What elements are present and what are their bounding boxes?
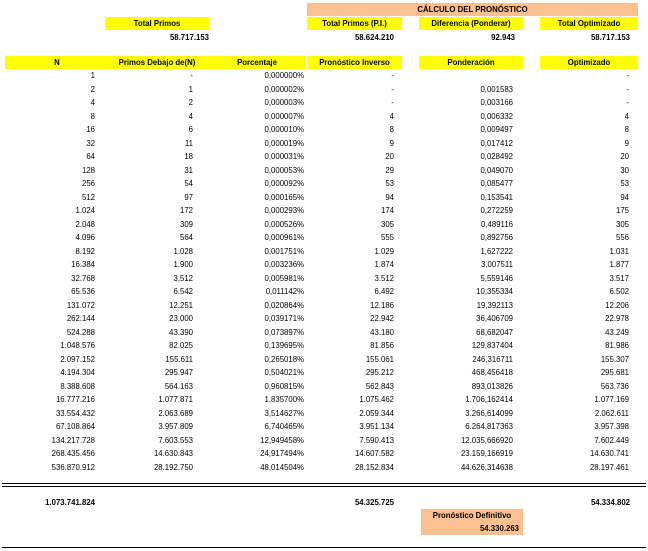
cell-n: 16.384: [71, 260, 95, 269]
table-row: [0, 246, 648, 257]
cell-primos: 2.063.689: [158, 408, 193, 418]
cell-pronostico: 6.492: [374, 287, 394, 296]
table-row: [0, 97, 648, 108]
cell-porcentaje: 0,011142%: [265, 287, 304, 296]
cell-optimizado: -: [626, 71, 629, 80]
cell-optimizado: 563.736: [600, 381, 629, 391]
cell-pronostico: 174: [380, 206, 394, 215]
cell-n: 2: [90, 84, 95, 94]
total-optimizado-value: 58.717.153: [590, 33, 630, 42]
col-header-n: N: [5, 56, 109, 69]
cell-n: 8.388.608: [60, 381, 95, 391]
cell-primos: 14.630.843: [153, 449, 193, 458]
cell-ponderacion: 0,085477: [480, 179, 513, 188]
cell-porcentaje: 0,000526%: [264, 219, 304, 229]
cell-optimizado: 1.877: [609, 260, 629, 269]
col-header-primos: Primos Debajo de(N): [105, 56, 209, 69]
cell-porcentaje: 0,020864%: [264, 300, 304, 310]
cell-n: 262.144: [66, 314, 95, 323]
cell-primos: 172: [179, 206, 193, 215]
cell-primos: 1.900: [173, 260, 193, 269]
cell-optimizado: 22.978: [605, 314, 629, 323]
cell-pronostico: 3.951.134: [359, 422, 394, 431]
col-header-porcentaje: Porcentaje: [209, 56, 305, 69]
cell-primos: 2: [188, 98, 193, 107]
cell-optimizado: 1.031: [609, 246, 629, 256]
cell-pronostico: 555: [380, 233, 394, 242]
cell-optimizado: 3.517: [609, 273, 629, 283]
cell-optimizado: 7.602.449: [594, 435, 629, 445]
cell-porcentaje: 0,001751%: [264, 246, 304, 256]
table-row: [0, 205, 648, 216]
cell-n: 268.435.456: [51, 449, 95, 458]
cell-primos: 23.000: [169, 314, 193, 323]
cell-ponderacion: 36,406709: [476, 314, 513, 323]
cell-primos: 1.028: [173, 246, 193, 256]
cell-ponderacion: 3,007511: [481, 260, 513, 269]
cell-porcentaje: 0,000293%: [264, 206, 304, 215]
cell-primos: 3.957.809: [158, 422, 193, 431]
cell-pronostico: 295.212: [365, 368, 394, 377]
cell-porcentaje: 0,000010%: [264, 125, 304, 134]
definitive-value: 54.330.263: [421, 522, 523, 535]
table-row: [0, 448, 648, 459]
cell-n: 64: [86, 152, 95, 161]
cell-pronostico: 53: [385, 179, 394, 188]
table-row: [0, 367, 648, 378]
cell-porcentaje: 0,000092%: [264, 179, 304, 188]
divider-rule-footer: [2, 547, 646, 548]
cell-ponderacion: 68,682047: [476, 327, 513, 337]
cell-optimizado: -: [626, 84, 629, 94]
cell-primos: 11: [184, 138, 193, 148]
cell-optimizado: 30: [620, 165, 629, 175]
total-primos-value: 58.717.153: [169, 33, 209, 42]
cell-primos: 4: [188, 111, 193, 121]
cell-optimizado: 4: [624, 111, 629, 121]
cell-n: 2.048: [75, 219, 95, 229]
cell-optimizado: 6.502: [609, 287, 629, 296]
cell-porcentaje: 48,014504%: [260, 462, 304, 472]
cell-primos: 43.390: [169, 327, 193, 337]
cell-pronostico: 81.856: [370, 341, 394, 350]
cell-porcentaje: 0,265018%: [264, 354, 304, 364]
cell-porcentaje: 24,917494%: [260, 449, 304, 458]
cell-n: 4.096: [75, 233, 95, 242]
cell-porcentaje: 0,000165%: [264, 192, 304, 202]
cell-porcentaje: 0,005981%: [264, 273, 304, 283]
col-header-optimizado: Optimizado: [540, 56, 638, 69]
cell-porcentaje: 0,039171%: [264, 314, 304, 323]
cell-ponderacion: 0,272259: [480, 206, 513, 215]
cell-porcentaje: 1,835700%: [264, 395, 304, 404]
cell-ponderacion: 893,013826: [471, 381, 513, 391]
cell-ponderacion: 6.264,817363: [465, 422, 513, 431]
cell-ponderacion: 129,837404: [471, 341, 513, 350]
cell-ponderacion: 468,456418: [471, 368, 513, 377]
cell-optimizado: 94: [620, 192, 629, 202]
cell-pronostico: 43.180: [370, 327, 394, 337]
cell-n: 131.072: [66, 300, 95, 310]
cell-pronostico: 22.942: [370, 314, 394, 323]
cell-ponderacion: 44.626,314638: [460, 462, 513, 472]
cell-porcentaje: 0,000003%: [264, 98, 304, 107]
table-row: [0, 300, 648, 311]
cell-porcentaje: 0,504021%: [264, 368, 304, 377]
table-row: [0, 435, 648, 446]
cell-n: 32.768: [71, 273, 95, 283]
cell-n: 16: [86, 125, 95, 134]
cell-ponderacion: 0,489116: [481, 219, 513, 229]
cell-primos: 155.611: [165, 354, 193, 364]
table-row: [0, 219, 648, 230]
cell-optimizado: 155.307: [600, 354, 629, 364]
cell-porcentaje: 3,514627%: [264, 408, 304, 418]
cell-optimizado: 3.957.398: [594, 422, 629, 431]
cell-ponderacion: 0,006332: [480, 111, 513, 121]
total-pi-value: 58.624.210: [354, 33, 394, 42]
cell-pronostico: 12.186: [370, 300, 394, 310]
table-row: [0, 394, 648, 405]
cell-pronostico: -: [391, 71, 394, 80]
cell-ponderacion: 19,392113: [476, 300, 513, 310]
cell-optimizado: 81.986: [605, 341, 629, 350]
cell-ponderacion: 0,003166: [480, 98, 513, 107]
cell-porcentaje: 0,000961%: [264, 233, 304, 242]
cell-pronostico: 8: [389, 125, 394, 134]
cell-primos: 12.251: [169, 300, 193, 310]
cell-n: 67.108.864: [55, 422, 95, 431]
divider-rule-top: [2, 483, 646, 484]
cell-n: 65.536: [71, 287, 95, 296]
cell-pronostico: 1.029: [374, 246, 394, 256]
cell-pronostico: 562.843: [365, 381, 394, 391]
cell-ponderacion: 10,355334: [476, 287, 513, 296]
cell-n: 1: [90, 71, 95, 80]
cell-ponderacion: 5,559146: [480, 273, 513, 283]
cell-n: 134.217.728: [51, 435, 95, 445]
cell-primos: 564: [179, 233, 193, 242]
table-row: [0, 354, 648, 365]
cell-pronostico: 2.059.344: [359, 408, 394, 418]
opt-total: 54.334.802: [590, 498, 630, 507]
cell-primos: 564.163: [164, 381, 193, 391]
cell-primos: -: [190, 71, 193, 80]
table-row: [0, 273, 648, 284]
total-optimizado-label: Total Optimizado: [540, 17, 638, 30]
cell-n: 1.024: [75, 206, 95, 215]
calc-title: CÁLCULO DEL PRONÓSTICO: [307, 3, 638, 16]
cell-n: 128: [81, 165, 95, 175]
cell-optimizado: 12.206: [605, 300, 629, 310]
cell-primos: 82.025: [169, 341, 193, 350]
cell-optimizado: 8: [624, 125, 629, 134]
col-header-pronostico: Pronóstico Inverso: [307, 56, 402, 69]
cell-primos: 6.542: [173, 287, 193, 296]
cell-primos: 3.512: [173, 273, 193, 283]
cell-pronostico: 28.152.834: [354, 462, 394, 472]
diferencia-label: Diferencia (Ponderar): [419, 17, 523, 30]
cell-primos: 54: [184, 179, 193, 188]
table-row: [0, 340, 648, 351]
table-row: [0, 192, 648, 203]
cell-optimizado: 295.681: [600, 368, 629, 377]
cell-n: 524.288: [66, 327, 95, 337]
cell-n: 4.194.304: [60, 368, 95, 377]
cell-primos: 1.077.871: [158, 395, 193, 404]
cell-n: 32: [86, 138, 95, 148]
cell-n: 33.554.432: [55, 408, 95, 418]
cell-optimizado: -: [626, 98, 629, 107]
cell-ponderacion: 0,017412: [480, 138, 513, 148]
cell-primos: 18: [184, 152, 193, 161]
cell-porcentaje: 0,000053%: [264, 165, 304, 175]
cell-n: 2.097.152: [60, 354, 95, 364]
cell-pronostico: -: [391, 98, 394, 107]
table-row: [0, 111, 648, 122]
cell-porcentaje: 12,949458%: [260, 435, 304, 445]
cell-optimizado: 9: [624, 138, 629, 148]
table-row: [0, 178, 648, 189]
cell-optimizado: 1.077.169: [594, 395, 629, 404]
cell-pronostico: 1.075.462: [359, 395, 394, 404]
table-row: [0, 151, 648, 162]
table-row: [0, 232, 648, 243]
cell-porcentaje: 0,000000%: [264, 71, 304, 80]
cell-pronostico: 3.512: [374, 273, 394, 283]
table-row: [0, 84, 648, 95]
cell-optimizado: 28.197.461: [589, 462, 629, 472]
cell-ponderacion: 1,627222: [480, 246, 513, 256]
cell-pronostico: 94: [385, 192, 394, 202]
cell-primos: 6: [188, 125, 193, 134]
cell-primos: 97: [184, 192, 193, 202]
table-row: [0, 462, 648, 473]
cell-ponderacion: 0,153541: [480, 192, 513, 202]
cell-optimizado: 14.630.741: [589, 449, 629, 458]
table-row: [0, 124, 648, 135]
cell-primos: 31: [184, 165, 193, 175]
cell-porcentaje: 0,139695%: [264, 341, 304, 350]
cell-optimizado: 53: [620, 179, 629, 188]
cell-optimizado: 2.062.611: [594, 408, 629, 418]
cell-pronostico: 29: [385, 165, 394, 175]
n-total: 1.073.741.824: [45, 498, 95, 507]
cell-primos: 1: [188, 84, 193, 94]
cell-ponderacion: 3.266,614099: [465, 408, 513, 418]
cell-porcentaje: 0,000002%: [264, 84, 304, 94]
cell-pronostico: 7.590.413: [359, 435, 394, 445]
table-row: [0, 313, 648, 324]
cell-pronostico: 155.061: [365, 354, 394, 364]
table-row: [0, 259, 648, 270]
cell-porcentaje: 0,000031%: [264, 152, 304, 161]
cell-primos: 7.603.553: [158, 435, 193, 445]
cell-pronostico: 305: [380, 219, 394, 229]
cell-pronostico: 20: [385, 152, 394, 161]
cell-ponderacion: 0,028492: [480, 152, 513, 161]
cell-ponderacion: 0,009497: [480, 125, 513, 134]
pi-total: 54.325.725: [354, 498, 394, 507]
definitive-label: Pronóstico Definitivo: [421, 509, 523, 522]
cell-optimizado: 43.249: [605, 327, 629, 337]
cell-pronostico: 4: [389, 111, 394, 121]
cell-primos: 309: [179, 219, 193, 229]
cell-n: 256: [81, 179, 95, 188]
cell-porcentaje: 6,740465%: [264, 422, 304, 431]
cell-porcentaje: 0,073897%: [264, 327, 304, 337]
cell-optimizado: 20: [620, 152, 629, 161]
cell-n: 1.048.576: [60, 341, 95, 350]
diferencia-value: 92.943: [491, 33, 515, 42]
cell-optimizado: 305: [615, 219, 629, 229]
cell-optimizado: 175: [615, 206, 629, 215]
cell-n: 4: [90, 98, 95, 107]
cell-ponderacion: 1.706,162414: [465, 395, 513, 404]
cell-pronostico: -: [391, 84, 394, 94]
cell-porcentaje: 0,000019%: [264, 138, 304, 148]
table-row: [0, 408, 648, 419]
cell-optimizado: 556: [615, 233, 629, 242]
cell-ponderacion: 0,892756: [480, 233, 513, 242]
total-pi-label: Total Primos (P.I.): [307, 17, 402, 30]
cell-primos: 28.192.750: [153, 462, 193, 472]
table-row: [0, 327, 648, 338]
cell-n: 16.777.216: [55, 395, 95, 404]
cell-porcentaje: 0,003236%: [264, 260, 304, 269]
cell-n: 512: [81, 192, 95, 202]
cell-ponderacion: 0,049070: [480, 165, 513, 175]
cell-n: 8: [90, 111, 95, 121]
cell-porcentaje: 0,000007%: [264, 111, 304, 121]
cell-n: 8.192: [75, 246, 95, 256]
cell-pronostico: 1.874: [374, 260, 394, 269]
table-row: [0, 381, 648, 392]
table-row: [0, 138, 648, 149]
cell-ponderacion: 246,316711: [472, 354, 513, 364]
col-header-ponderacion: Ponderación: [419, 56, 523, 69]
cell-primos: 295.947: [164, 368, 193, 377]
table-row: [0, 70, 648, 81]
cell-porcentaje: 0,960815%: [264, 381, 304, 391]
table-row: [0, 286, 648, 297]
cell-n: 536.870.912: [51, 462, 95, 472]
cell-ponderacion: 12.035,666920: [460, 435, 513, 445]
cell-ponderacion: 23.159,166919: [460, 449, 513, 458]
total-primos-label: Total Primos: [105, 17, 209, 30]
divider-rule-bottom: [2, 486, 646, 487]
cell-ponderacion: 0,001583: [480, 84, 513, 94]
table-row: [0, 421, 648, 432]
cell-pronostico: 14.607.582: [354, 449, 394, 458]
cell-pronostico: 9: [389, 138, 394, 148]
table-row: [0, 165, 648, 176]
